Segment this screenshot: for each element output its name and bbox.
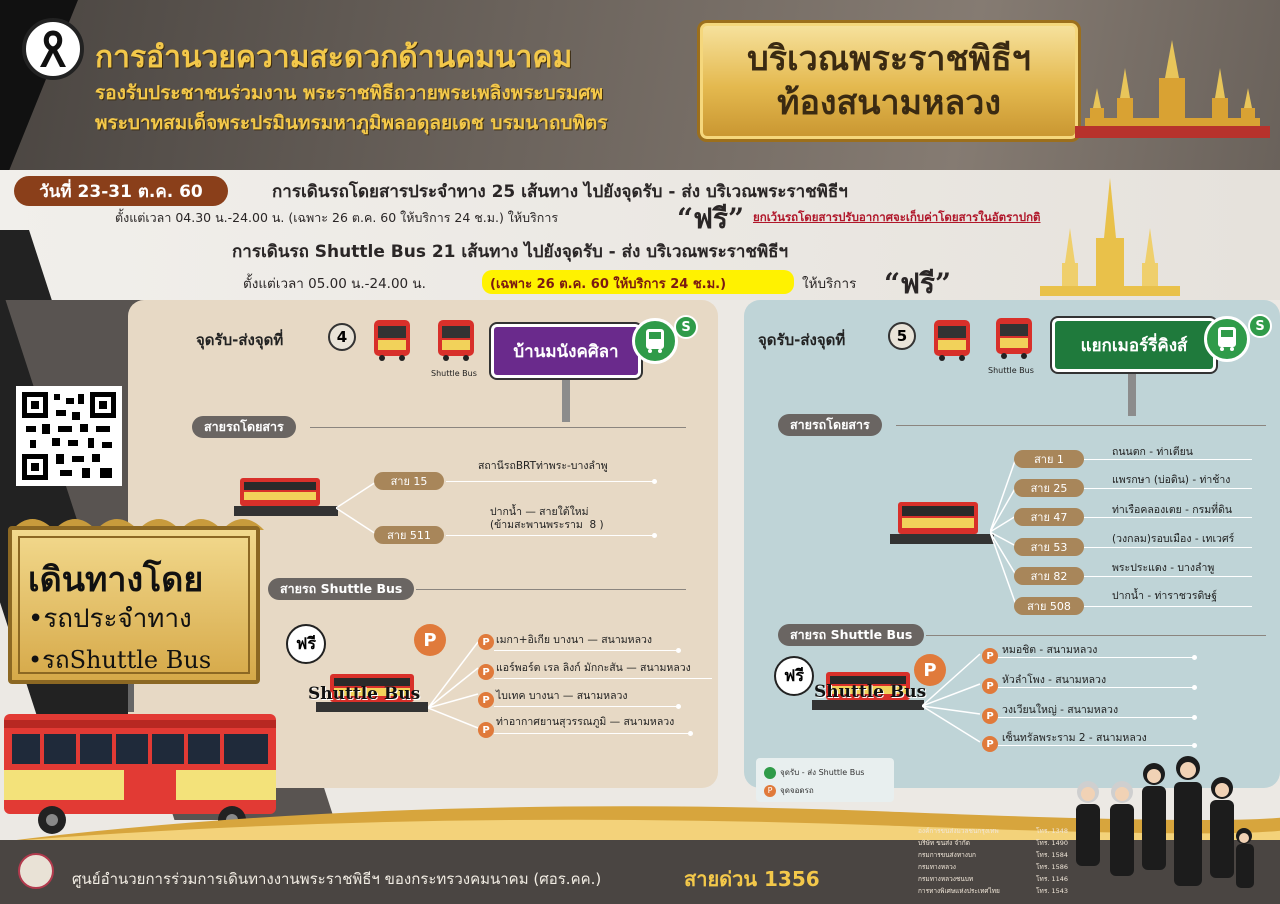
route-destination: (วงกลม)รอบเมือง - เทเวศร์ — [1112, 533, 1235, 545]
stop-sign-board: แยกเมอร์รี่คิงส์ — [1052, 318, 1216, 372]
shuttle-stop-icon — [1204, 316, 1250, 362]
shuttle-bus-label: Shuttle Bus — [308, 684, 421, 704]
route-destination: สถานีรถBRTท่าพระ-บางลำพู — [478, 460, 608, 472]
destination-dot — [1192, 743, 1197, 748]
shuttle-bus-icon — [436, 318, 476, 362]
shuttle-destination: เมกา+อิเกีย บางนา — สนามหลวง — [496, 634, 653, 646]
shuttle-bus-caption: Shuttle Bus — [988, 366, 1034, 375]
s-badge: S — [674, 315, 698, 339]
route-destination: ท่าเรือคลองเตย - กรมที่ดิน — [1112, 504, 1233, 516]
route-pill: สาย 53 — [1014, 538, 1084, 556]
section-divider — [416, 589, 686, 590]
route-branch-lines — [336, 478, 378, 538]
shuttle-destination: วงเวียนใหญ่ - สนามหลวง — [1002, 704, 1119, 716]
parking-icon: P — [982, 708, 998, 724]
destination-line — [1084, 459, 1252, 460]
destination-dot — [1192, 655, 1197, 660]
route-pill: สาย 15 — [374, 472, 444, 490]
contact-tel: โทร. 1586 — [1036, 863, 1068, 871]
destination-dot — [1192, 685, 1197, 690]
golden-pavilion-illustration — [1040, 178, 1180, 296]
contact-row — [918, 850, 1068, 860]
parking-icon: P — [478, 692, 494, 708]
destination-line — [1084, 517, 1252, 518]
shuttle-destination: เซ็นทรัลพระราม 2 - สนามหลวง — [1002, 732, 1147, 744]
destination-line — [998, 687, 1194, 688]
destination-dot — [676, 648, 681, 653]
contact-tel: โทร. 1584 — [1036, 851, 1068, 859]
plaque-line-2: ท้องสนามหลวง — [777, 83, 1001, 123]
shuttle-24h-note: (เฉพาะ 26 ต.ค. 60 ให้บริการ 24 ช.ม.) — [490, 277, 727, 292]
route-branch-lines — [990, 450, 1020, 614]
destination-line — [494, 678, 712, 679]
contact-org: กรมทางหลวงชนบท — [918, 875, 974, 883]
shuttle-section-heading: สายรถ Shuttle Bus — [268, 578, 414, 600]
destination-line — [1084, 488, 1252, 489]
contact-org: กรมการขนส่งทางบก — [918, 851, 976, 859]
header-title: การอำนวยความสะดวกด้านคมนาคม — [95, 40, 573, 75]
shuttle-destination: ท่าอากาศยานสุวรรณภูมิ — สนามหลวง — [496, 716, 675, 728]
free-badge: ฟรี — [774, 656, 814, 696]
shuttle-service-time: ตั้งแต่เวลา 05.00 น.-24.00 น. — [243, 276, 426, 292]
route-pill: สาย 25 — [1014, 479, 1084, 497]
destination-dot — [688, 731, 693, 736]
sign-post — [1128, 374, 1136, 416]
route-destination: แพรกษา (บ่อดิน) - ท่าช้าง — [1112, 474, 1231, 486]
shuttle-destination: หมอชิต - สนามหลวง — [1002, 644, 1098, 656]
route-destination: ปากน้ำ - ท่าราชวรดิษฐ์ — [1112, 590, 1218, 602]
section-divider — [896, 425, 1266, 426]
shuttle-bus-label: Shuttle Bus — [814, 682, 927, 702]
header-subtitle-1: รองรับประชาชนร่วมงาน พระราชพิธีถวายพระเพลิงพระบรมศพ — [95, 82, 604, 104]
destination-dot — [676, 704, 681, 709]
contact-org: กรมทางหลวง — [918, 863, 956, 871]
ministry-seal-icon — [18, 853, 54, 889]
contact-row — [918, 826, 1068, 836]
route-destination: พระประแดง - บางลำพู — [1112, 562, 1215, 574]
sign-item-shuttle: •รถShuttle Bus — [28, 646, 212, 674]
destination-dot — [1192, 715, 1197, 720]
bus-service-time: ตั้งแต่เวลา 04.30 น.-24.00 น. (เฉพาะ 26 ต.ค. 60 ให้บริการ 24 ช.ม.) ให้บริการ — [115, 210, 559, 225]
stop-number: 4 — [328, 323, 356, 351]
s-badge: S — [1248, 314, 1272, 338]
sign-post — [562, 380, 570, 422]
destination-line — [494, 706, 678, 707]
destination-line — [1084, 606, 1252, 607]
shuttle-stop-icon — [764, 767, 776, 779]
legend-label: จุดจอดรถ — [780, 786, 814, 795]
contact-tel: โทร. 1348 — [1036, 827, 1068, 835]
destination-line — [446, 481, 654, 482]
date-badge: วันที่ 23-31 ต.ค. 60 — [14, 176, 228, 206]
shuttle-bus-caption: Shuttle Bus — [431, 369, 477, 378]
parking-icon: P — [764, 785, 776, 797]
travel-mode-sign — [8, 526, 260, 684]
contact-row — [918, 874, 1068, 884]
contact-row — [918, 862, 1068, 872]
stop-sign-board: บ้านมนังคศิลา — [491, 324, 641, 378]
header-subtitle-2: พระบาทสมเด็จพระปรมินทรมหาภูมิพลอดุลยเดช บรมนาถบพิตร — [95, 112, 608, 134]
mourning-ribbon-icon — [22, 18, 84, 80]
parking-icon: P — [414, 624, 446, 656]
section-divider — [926, 635, 1266, 636]
hotline-number: สายด่วน 1356 — [684, 867, 820, 891]
free-label-shuttle: “ฟรี” — [884, 267, 952, 300]
parking-icon: P — [982, 678, 998, 694]
sign-item-bus: •รถประจำทาง — [28, 604, 192, 634]
footer-organization: ศูนย์อำนวยการร่วมการเดินทางงานพระราชพิธีฯ ของกระทรวงคมนาคม (ศอร.คค.) — [72, 870, 602, 888]
parking-icon: P — [914, 654, 946, 686]
shuttle-branch-lines — [922, 650, 982, 746]
destination-line — [998, 657, 1194, 658]
route-destination: ปากน้ำ — สายใต้ใหม่ (ข้ามสะพานพระราม 8 ) — [490, 506, 604, 531]
contact-org: องค์การขนส่งมวลชนกรุงเทพ — [918, 827, 999, 835]
free-label-bus: “ฟรี” — [677, 202, 745, 235]
parking-icon: P — [478, 634, 494, 650]
stop-number: 5 — [888, 322, 916, 350]
stop-label: จุดรับ-ส่งจุดที่ — [196, 331, 284, 349]
legend-row — [764, 766, 864, 779]
destination-dot — [652, 479, 657, 484]
shuttle-destination: แอร์พอร์ต เรล ลิงก์ มักกะสัน — สนามหลวง — [496, 662, 691, 674]
qr-code[interactable] — [16, 386, 122, 486]
destination-dot — [652, 533, 657, 538]
shuttle-branch-lines — [428, 638, 480, 734]
free-badge: ฟรี — [286, 624, 326, 664]
bus-section-heading: สายรถโดยสาร — [192, 416, 296, 438]
destination-line — [1084, 576, 1252, 577]
route-destination: ถนนตก - ท่าเตียน — [1112, 446, 1193, 458]
destination-line — [998, 745, 1194, 746]
destination-line — [998, 717, 1194, 718]
destination-line — [446, 535, 654, 536]
location-plaque — [697, 20, 1081, 142]
bus-illustration — [890, 498, 994, 546]
sign-title: เดินทางโดย — [28, 560, 204, 600]
route-pill: สาย 1 — [1014, 450, 1084, 468]
shuttle-section-heading: สายรถ Shuttle Bus — [778, 624, 924, 646]
exception-note: ยกเว้นรถโดยสารปรับอากาศจะเก็บค่าโดยสารในอัตราปกติ — [753, 210, 1041, 224]
shuttle-service-line: การเดินรถ Shuttle Bus 21 เส้นทาง ไปยังจุดรับ - ส่ง บริเวณพระราชพิธีฯ — [232, 242, 789, 262]
contact-tel: โทร. 1490 — [1036, 839, 1068, 847]
destination-line — [494, 733, 690, 734]
destination-line — [494, 650, 678, 651]
stop-label: จุดรับ-ส่งจุดที่ — [758, 331, 846, 349]
contact-row — [918, 838, 1068, 848]
bus-icon — [932, 318, 972, 362]
contact-tel: โทร. 1146 — [1036, 875, 1068, 883]
legend-label: จุดรับ - ส่ง Shuttle Bus — [780, 768, 865, 777]
destination-line — [1084, 547, 1252, 548]
parking-icon: P — [478, 664, 494, 680]
shuttle-bus-icon — [994, 316, 1034, 360]
contact-org: บริษัท ขนส่ง จำกัด — [918, 839, 970, 847]
route-pill: สาย 82 — [1014, 567, 1084, 585]
shuttle-destination: หัวลำโพง - สนามหลวง — [1002, 674, 1107, 686]
crematorium-illustration — [1075, 38, 1270, 138]
bus-section-heading: สายรถโดยสาร — [778, 414, 882, 436]
shuttle-service-label: ให้บริการ — [802, 276, 857, 292]
mourning-family-illustration — [1066, 752, 1262, 892]
route-pill: สาย 511 — [374, 526, 444, 544]
shuttle-destination: ไบเทค บางนา — สนามหลวง — [496, 690, 628, 702]
contact-row — [918, 886, 1068, 896]
parking-icon: P — [478, 722, 494, 738]
section-divider — [310, 427, 686, 428]
contact-org: การทางพิเศษแห่งประเทศไทย — [918, 887, 1000, 895]
route-pill: สาย 47 — [1014, 508, 1084, 526]
route-pill: สาย 508 — [1014, 597, 1084, 615]
bus-service-line: การเดินรถโดยสารประจำทาง 25 เส้นทาง ไปยังจุดรับ - ส่ง บริเวณพระราชพิธีฯ — [272, 182, 848, 202]
parking-icon: P — [982, 648, 998, 664]
plaque-line-1: บริเวณพระราชพิธีฯ — [747, 39, 1031, 79]
parking-icon: P — [982, 736, 998, 752]
shuttle-stop-icon — [632, 318, 678, 364]
qr-code-icon — [22, 392, 116, 480]
contact-tel: โทร. 1543 — [1036, 887, 1068, 895]
bus-icon — [372, 318, 412, 362]
